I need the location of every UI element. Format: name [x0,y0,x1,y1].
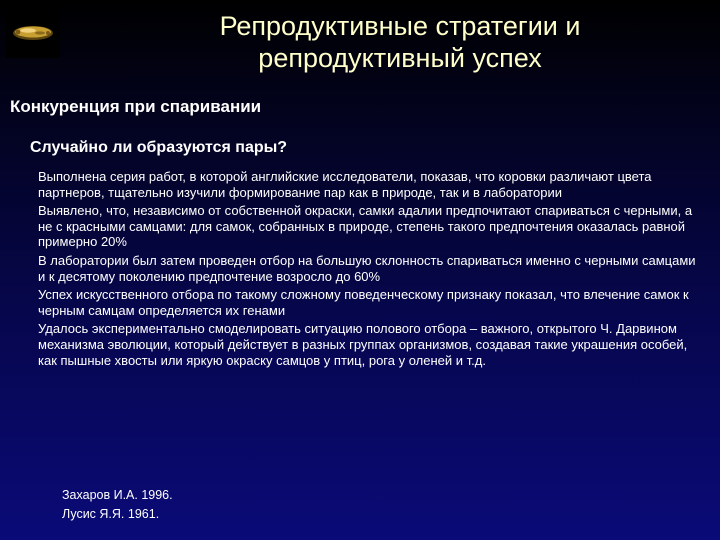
golden-beetle-logo-icon [6,6,60,58]
references-list [62,486,173,524]
slide-logo [6,6,60,58]
reference-item: Лусис Я.Я. 1961. [62,507,160,521]
finding-paragraph: В лаборатории был затем проведен отбор на большую склонность спариваться именно с черными самцами и к десятому поколению предпочтение возросло до 60% [38,252,696,284]
findings-list [38,169,706,371]
finding-paragraph: Выявлено, что, независимо от собственной окраски, самки адалии предпочитают спариваться с черными, а не с красными самцами: для самок, собранных в природе, степень такого предпочтения оказалась равной примерно 20% [38,203,693,250]
slide-title: Репродуктивные стратегии и репродуктивный успех [219,11,581,73]
finding-paragraph: Выполнена серия работ, в которой английские исследователи, показав, что коровки различают цвета партнеров, тщательно изучили формирование пар как в природе, так и в лаборатории [38,169,652,200]
question-heading: Случайно ли образуются пары? [30,139,288,156]
section-heading: Конкуренция при спаривании [10,97,262,116]
finding-paragraph: Успех искусственного отбора по такому сложному поведенческому признаку показал, что влечение самок к черным самцам определяется их генами [38,287,689,318]
finding-paragraph: Удалось экспериментально смоделировать ситуацию полового отбора – важного, открытого Ч. Дарвином механизма эволюции, который действует в разных группах организмов, создавая такие украшения особей, как пышные хвосты или яркую окраску самцов у птиц, рога у оленей и т.д. [38,321,688,368]
reference-item: Захаров И.А. 1996. [62,488,173,502]
